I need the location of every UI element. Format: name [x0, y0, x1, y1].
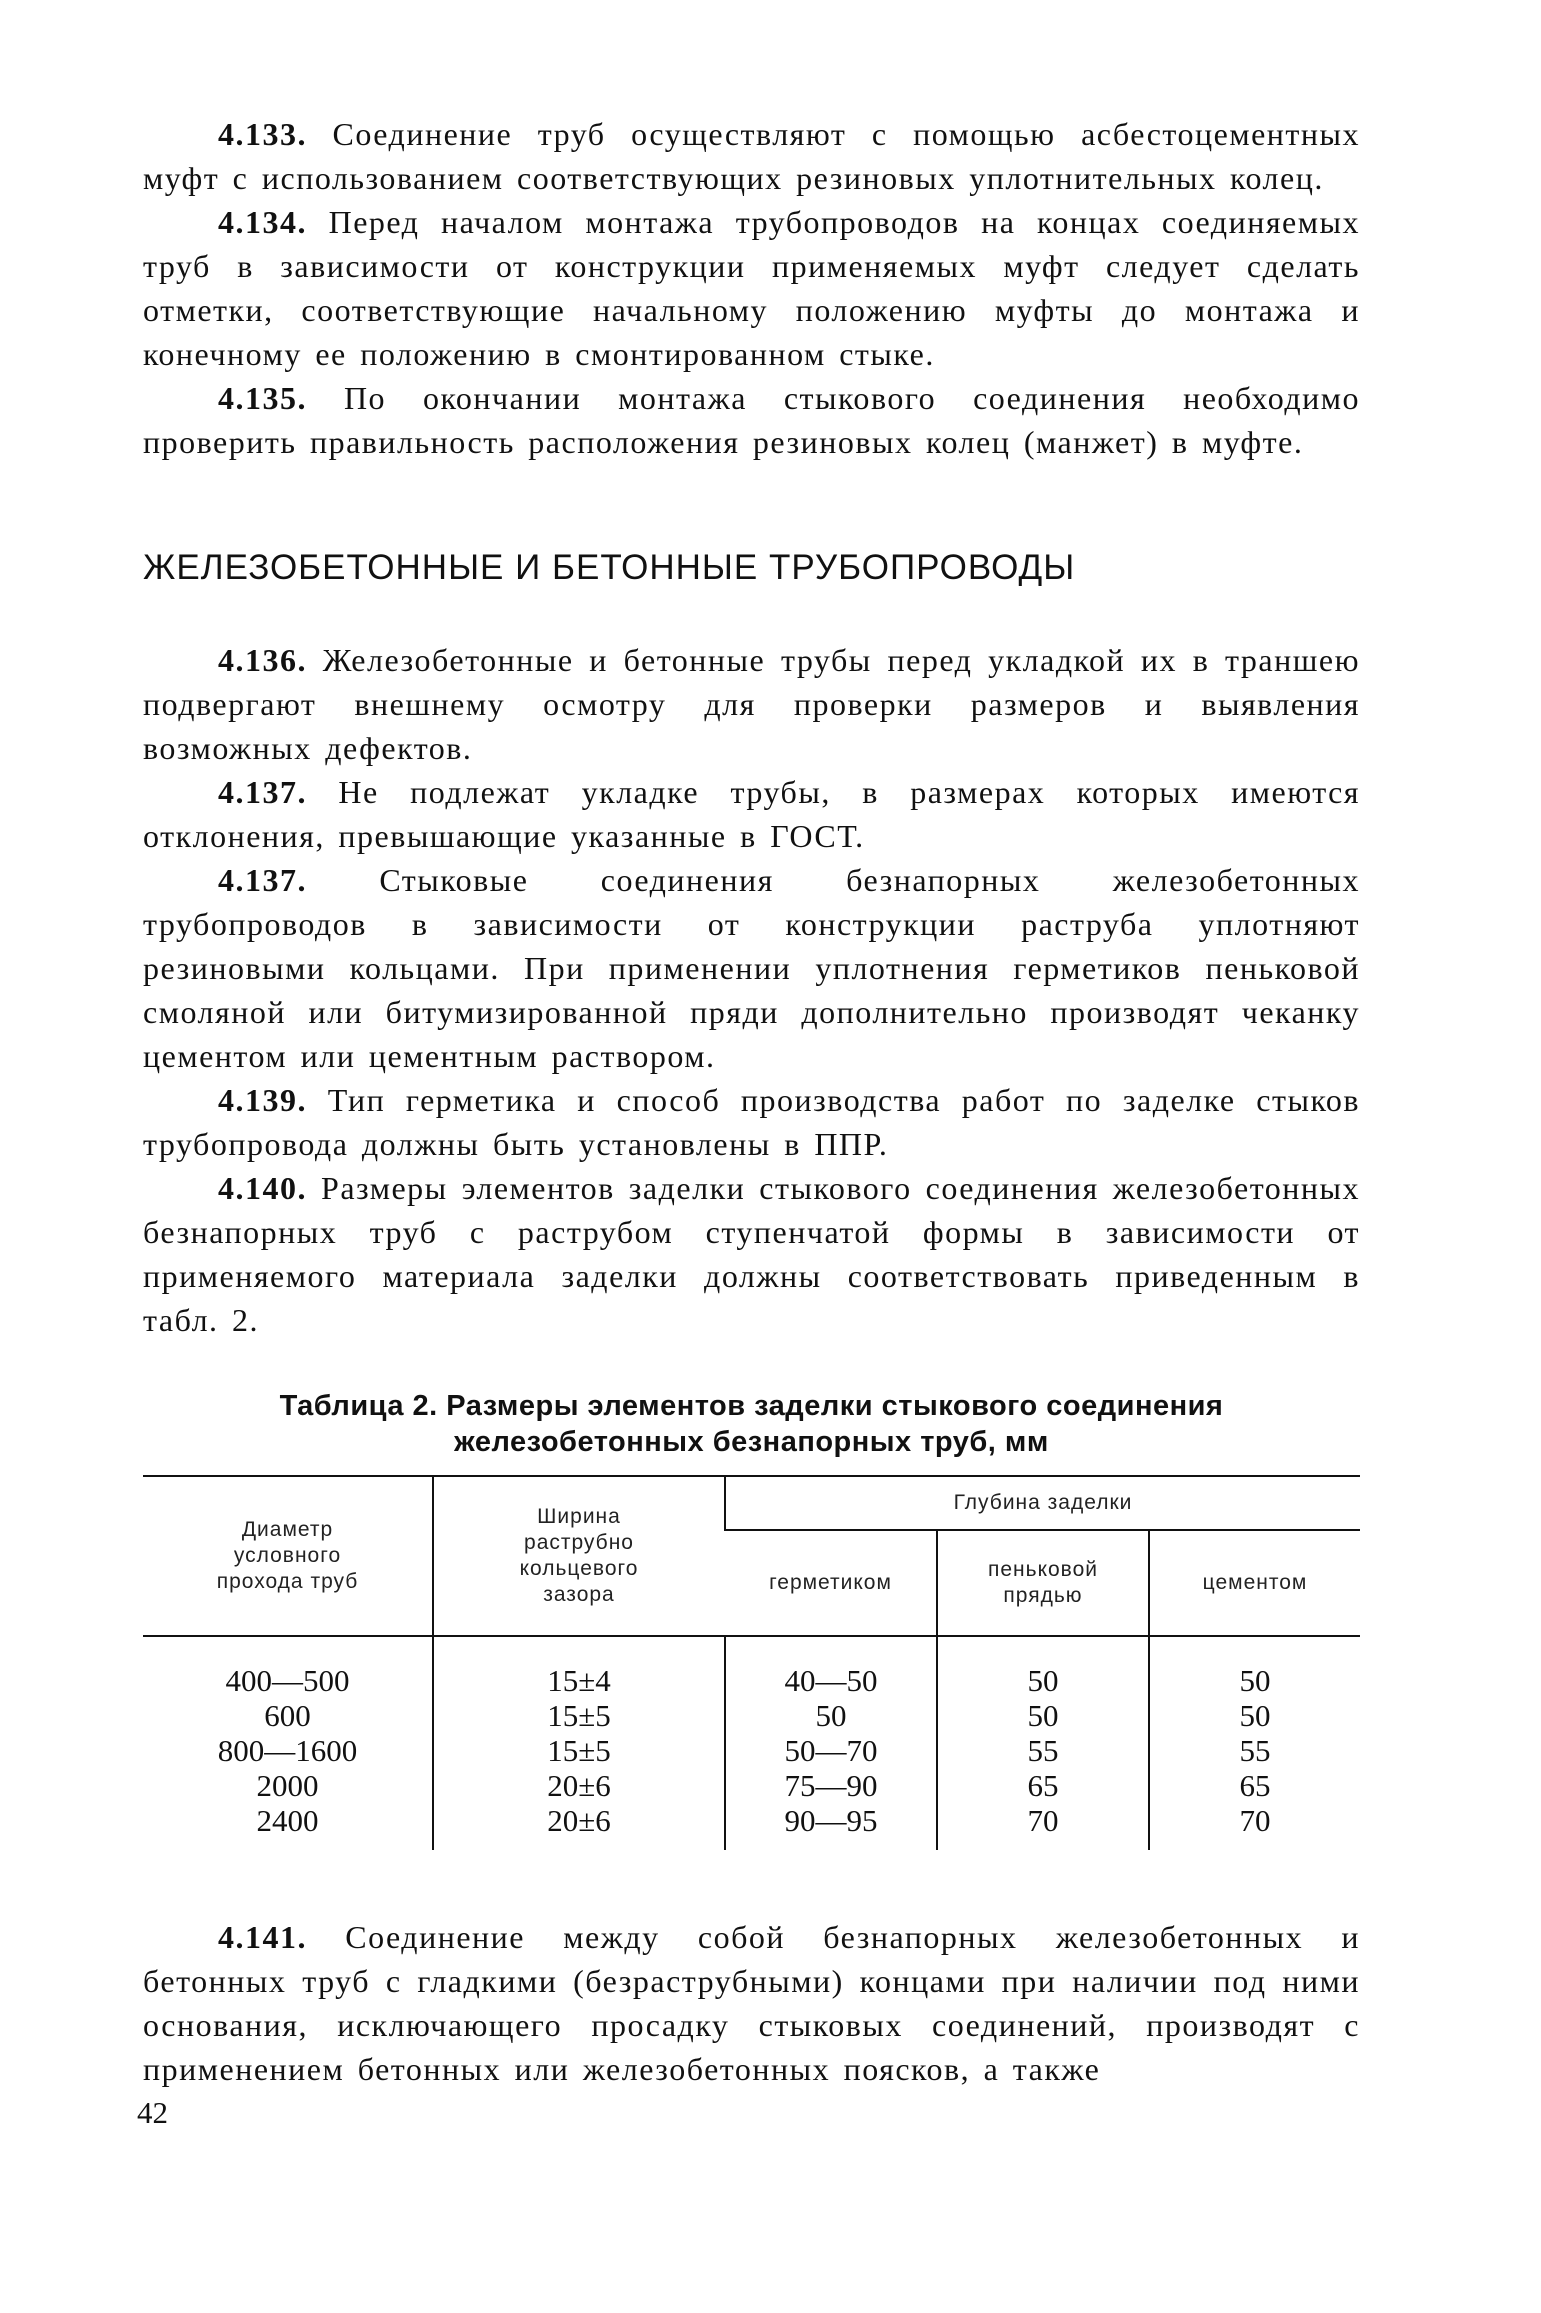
paragraph-number: 4.140.	[218, 1170, 307, 1206]
paragraph	[143, 770, 1360, 858]
table-cell: 20±6	[433, 1803, 725, 1850]
header-sealant: герметиком	[725, 1530, 937, 1636]
top-paragraphs	[143, 112, 1360, 464]
table-row	[143, 1768, 1360, 1803]
table-cell: 65	[937, 1768, 1149, 1803]
paragraph-text: Соединение труб осуществляют с помощью асбестоцементных муфт с использованием соответствующих резиновых уплотнительных колец.	[143, 116, 1360, 196]
paragraph	[143, 858, 1360, 1078]
table-cell: 15±5	[433, 1698, 725, 1733]
table-row	[143, 1636, 1360, 1698]
table-caption	[143, 1388, 1360, 1460]
table-cell: 50	[937, 1698, 1149, 1733]
table-cell: 800—1600	[217, 1733, 358, 1768]
table-cell: 2000	[256, 1768, 319, 1803]
header-diameter: Диаметр условного прохода труб	[143, 1476, 433, 1636]
paragraph-text: Соединение между собой безнапорных железобетонных и бетонных труб с гладкими (безраструбными) концами при наличии под ними основания, исключающего просадку стыковых соединений, производят с применением бетонных или железобетонных поясков, а также	[143, 1919, 1360, 2087]
paragraph-text: Перед началом монтажа трубопроводов на концах соединяемых труб в зависимости от конструкции применяемых муфт следует сделать отметки, соответствующие начальному положению муфты до монтажа и конечному ее положению в смонтированном стыке.	[143, 204, 1360, 372]
paragraph-text: По окончании монтажа стыкового соединения необходимо проверить правильность расположения резиновых колец (манжет) в муфте.	[143, 380, 1361, 460]
table-cell: 2400	[256, 1803, 319, 1838]
paragraph-number: 4.133.	[218, 116, 307, 152]
paragraph-number: 4.137.	[218, 774, 307, 810]
table-cell: 90—95	[725, 1803, 937, 1850]
paragraph-number: 4.134.	[218, 204, 307, 240]
table-row	[143, 1698, 1360, 1733]
paragraph-text: Размеры элементов заделки стыкового соединения железобетонных безнапорных труб с раструбом ступенчатой формы в зависимости от применяемого материала заделки должны соответствовать приведенным в табл. 2.	[143, 1170, 1361, 1338]
paragraph-text: Стыковые соединения безнапорных железобетонных трубопроводов в зависимости от конструкции раструба уплотняют резиновыми кольцами. При применении уплотнения герметиков пеньковой смоляной или битумизированной пряди дополнительно производят чеканку цементом или цементным раствором.	[143, 862, 1360, 1074]
paragraph-text: Не подлежат укладке трубы, в размерах которых имеются отклонения, превышающие указанные в ГОСТ.	[143, 774, 1361, 854]
table-cell: 50	[1149, 1636, 1360, 1698]
paragraph-text: Тип герметика и способ производства работ по заделке стыков трубопровода должны быть установлены в ППР.	[143, 1082, 1361, 1162]
paragraph-number: 4.136.	[218, 642, 307, 678]
table-cell: 20±6	[433, 1768, 725, 1803]
table-cell: 50	[937, 1636, 1149, 1698]
section-heading-block	[143, 548, 1360, 588]
section-heading: ЖЕЛЕЗОБЕТОННЫЕ И БЕТОННЫЕ ТРУБОПРОВОДЫ	[143, 548, 1076, 587]
paragraph-number: 4.139.	[218, 1082, 307, 1118]
table-cell: 70	[937, 1803, 1149, 1850]
paragraph	[143, 638, 1360, 770]
paragraph	[143, 376, 1360, 464]
table-cell: 65	[1149, 1768, 1360, 1803]
table-row	[143, 1803, 1360, 1850]
table-cell: 15±4	[433, 1636, 725, 1698]
table-caption-line-2: железобетонных безнапорных труб, мм	[454, 1426, 1049, 1458]
paragraph-text: Железобетонные и бетонные трубы перед укладкой их в траншею подвергают внешнему осмотру для проверки размеров и выявления возможных дефектов.	[143, 642, 1361, 766]
table-cell: 15±5	[433, 1733, 725, 1768]
table-cell: 70	[1149, 1803, 1360, 1850]
table-cell: 75—90	[725, 1768, 937, 1803]
paragraph-number: 4.141.	[218, 1919, 307, 1955]
table-cell: 50—70	[725, 1733, 937, 1768]
header-seal-depth: Глубина заделки	[725, 1476, 1360, 1530]
paragraph	[143, 1915, 1360, 2091]
page-number: 42	[137, 2095, 168, 2130]
table-cell: 55	[937, 1733, 1149, 1768]
table-cell: 50	[1149, 1698, 1360, 1733]
table-wrapper	[143, 1475, 1360, 1850]
paragraph	[143, 112, 1360, 200]
paragraph	[143, 1166, 1360, 1342]
paragraph	[143, 200, 1360, 376]
header-cement: цементом	[1149, 1530, 1360, 1636]
table-cell: 600	[264, 1698, 311, 1733]
paragraph-number: 4.137.	[218, 862, 307, 898]
header-gap-width: Ширина раструбно кольцевого зазора	[433, 1476, 725, 1636]
header-hemp-strand: пеньковой прядью	[937, 1530, 1149, 1636]
table-cell: 50	[725, 1698, 937, 1733]
table-row	[143, 1733, 1360, 1768]
table-cell: 400—500	[225, 1663, 350, 1698]
table-caption-line-1: Таблица 2. Размеры элементов заделки стыкового соединения	[279, 1390, 1224, 1422]
table-cell: 40—50	[725, 1636, 937, 1698]
table-cell: 55	[1149, 1733, 1360, 1768]
paragraph	[143, 1078, 1360, 1166]
bottom-paragraphs	[143, 1915, 1360, 2091]
paragraph-number: 4.135.	[218, 380, 307, 416]
middle-paragraphs	[143, 638, 1360, 1342]
joint-dimensions-table	[143, 1475, 1360, 1850]
